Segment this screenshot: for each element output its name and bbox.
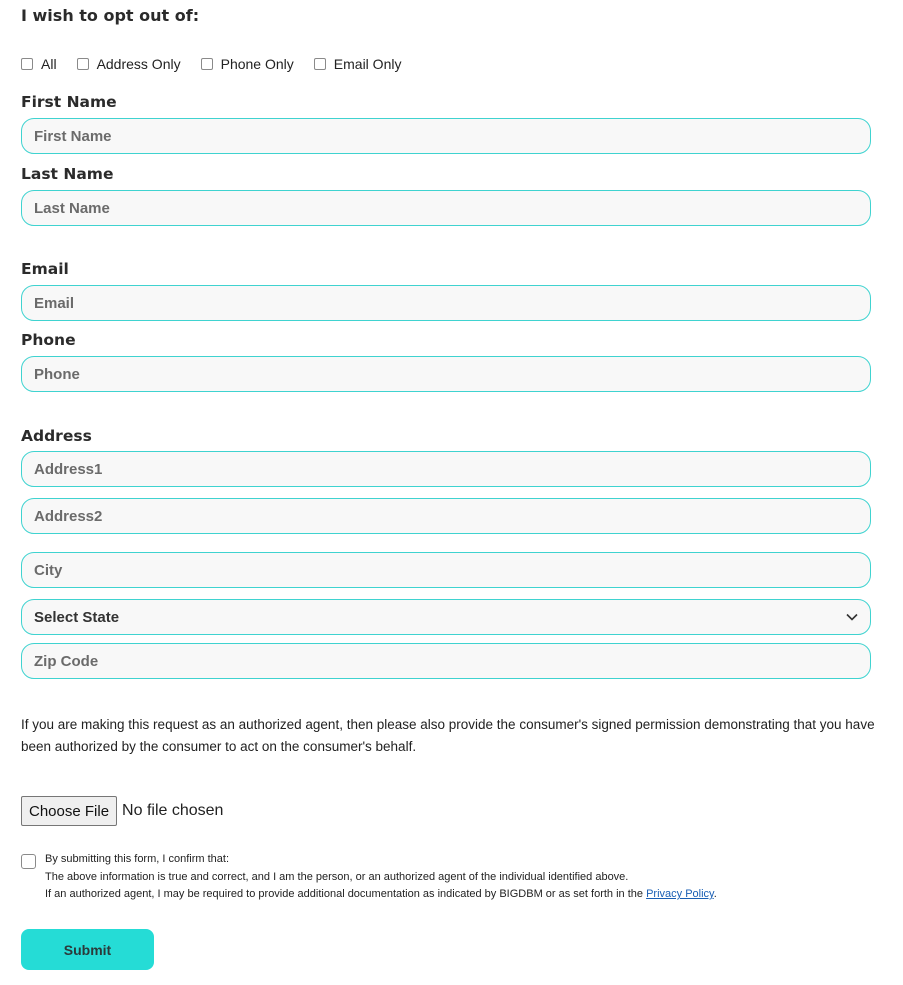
privacy-policy-link[interactable]: Privacy Policy bbox=[646, 888, 714, 900]
last-name-label: Last Name bbox=[21, 165, 114, 183]
opt-out-address-only[interactable] bbox=[77, 56, 181, 72]
opt-out-email-only[interactable] bbox=[314, 56, 402, 72]
state-select[interactable] bbox=[21, 599, 871, 635]
first-name-input[interactable] bbox=[21, 118, 871, 154]
address-label: Address bbox=[21, 427, 92, 445]
confirm-line-2: The above information is true and correct, and I am the person, or an authorized agent of the individual identified above. bbox=[45, 870, 629, 883]
phone-input[interactable] bbox=[21, 356, 871, 392]
confirm-checkbox[interactable] bbox=[21, 854, 36, 869]
zip-code-input[interactable] bbox=[21, 643, 871, 679]
address2-input[interactable] bbox=[21, 498, 871, 534]
confirm-line-3-prefix: If an authorized agent, I may be required to provide additional documentation as indicated by BIGDBM or as set forth in the bbox=[45, 888, 647, 900]
opt-out-phone-only-label: Phone Only bbox=[220, 56, 294, 72]
submit-button[interactable]: Submit bbox=[21, 929, 154, 970]
opt-out-email-only-checkbox[interactable] bbox=[314, 58, 326, 70]
opt-out-phone-only[interactable] bbox=[201, 56, 294, 72]
chevron-down-icon bbox=[846, 613, 858, 621]
first-name-label: First Name bbox=[21, 93, 117, 111]
confirm-text bbox=[45, 851, 717, 904]
phone-label: Phone bbox=[21, 331, 76, 349]
file-status: No file chosen bbox=[122, 802, 224, 819]
opt-out-phone-only-checkbox[interactable] bbox=[201, 58, 213, 70]
opt-out-all-checkbox[interactable] bbox=[21, 58, 33, 70]
email-input[interactable] bbox=[21, 285, 871, 321]
confirm-line-3-suffix: . bbox=[713, 888, 717, 900]
city-input[interactable] bbox=[21, 552, 871, 588]
opt-out-email-only-label: Email Only bbox=[333, 56, 402, 72]
opt-out-all-label: All bbox=[41, 56, 57, 72]
opt-out-all[interactable] bbox=[21, 56, 57, 72]
file-upload bbox=[21, 796, 223, 826]
email-label: Email bbox=[21, 260, 69, 278]
agent-notice: If you are making this request as an authorized agent, then please also provide the consumer's signed permission demonstrating that you have been authorized by the consumer to act on the consumer's behalf. bbox=[21, 717, 875, 754]
address1-input[interactable] bbox=[21, 451, 871, 487]
opt-out-options bbox=[21, 55, 421, 73]
state-select-value: Select State bbox=[34, 608, 120, 626]
confirm-line-1: By submitting this form, I confirm that: bbox=[45, 853, 230, 865]
last-name-input[interactable] bbox=[21, 190, 871, 226]
opt-out-heading: I wish to opt out of: bbox=[21, 6, 200, 25]
choose-file-button[interactable]: Choose File bbox=[21, 796, 117, 826]
confirm-line-3 bbox=[45, 886, 717, 904]
opt-out-address-only-checkbox[interactable] bbox=[77, 58, 89, 70]
opt-out-address-only-label: Address Only bbox=[96, 56, 181, 72]
